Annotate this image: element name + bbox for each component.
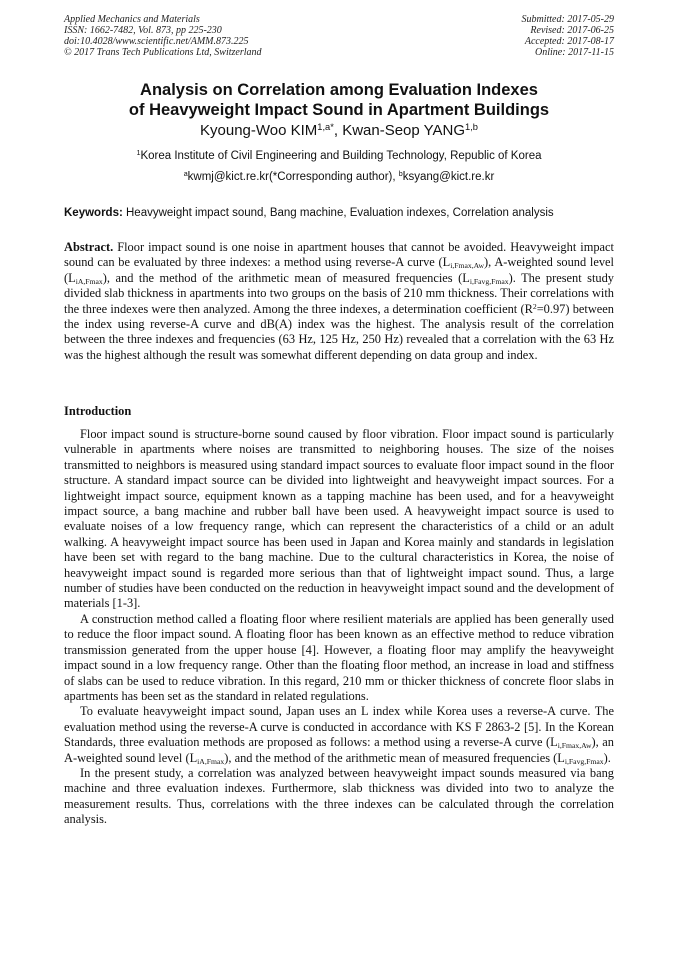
abstract-text-5: =0.97) between the index using reverse-A curve and dB(A) index was the highest. The analysis result of the correlation between the three indexes and frequencies (63 Hz, 125 Hz, 250 Hz) revealed that a correlation with the 63 Hz was the highest although the result was somewhat different depending on data group and index.: [64, 301, 614, 362]
journal-info: [64, 14, 262, 58]
running-header: [64, 14, 614, 58]
abstract: [64, 240, 614, 363]
section-heading-introduction: Introduction: [64, 404, 132, 418]
intro-p3-sub-1: i,Fmax,Aw: [557, 741, 592, 751]
author-emails: [40, 170, 638, 184]
abstract-sub-3: i,Favg,Fmax: [469, 276, 509, 286]
keywords-text: Heavyweight impact sound, Bang machine, Evaluation indexes, Correlation analysis: [122, 207, 554, 219]
intro-paragraph-3: [64, 704, 614, 766]
author-list: [40, 121, 638, 141]
journal-name: Applied Mechanics and Materials: [64, 14, 200, 25]
author-separator: ,: [333, 122, 343, 139]
author-2-name: Kwan-Seop YANG: [342, 122, 466, 139]
keywords-label: Keywords:: [64, 207, 123, 219]
abstract-sub-1: i,Fmax,Aw: [450, 261, 485, 271]
affiliation-sup: 1: [136, 149, 141, 158]
submitted-date: Submitted: 2017-05-29: [521, 14, 614, 25]
intro-paragraph-1: Floor impact sound is structure-borne sound caused by floor vibration. Floor impact sound is particularly vulnerable in apartments where noises are transmitted to neighboring houses. The size of the noises transmitted to neighbors is measured using standard impact sources to evaluate floor impact sound in the floor structure. A standard impact source can be divided into lightweight and heavyweight impact sources. For a lightweight impact source, equipment known as a tapping machine has been used, and for a heavyweight impact source, a bang machine and rubber ball have been used. A heavyweight impact source is used to evaluate noises of a low frequency range, which can represent the characteristics of a child or an adult walking. A heavyweight impact source has been used in Japan and Korea mainly and standards in legislation have been set with regard to the bang machine. Due to the cultural characteristics in Korea, the noise of heavyweight impact sound is regarded more serious than that of lightweight impact sound. Thus, a large number of studies have been conducted on the reduction in heavyweight impact sound and the development of materials [1-3].: [64, 427, 614, 611]
abstract-text-1: Floor impact sound is one noise in apartment houses that cannot be avoided. Heavyweight impact sound can be evaluated by three indexes: a method using reverse-A curve (L: [64, 240, 614, 270]
abstract-label: Abstract.: [64, 240, 114, 254]
introduction-body: [64, 427, 614, 828]
issn-line: ISSN: 1662-7482, Vol. 873, pp 225-230: [64, 25, 222, 36]
paper-title: [40, 80, 638, 120]
author-1-sup: 1,a*: [317, 121, 334, 132]
copyright-line: © 2017 Trans Tech Publications Ltd, Switzerland: [64, 47, 262, 58]
abstract-text-4: ). The present study divided slab thickness in apartments into two groups on the basis of 210 mm thickness. Their correlations with the three indexes were then analyzed. Among the three indexes, a determination coefficient (R: [64, 270, 615, 316]
abstract-sub-2: iA,Fmax: [75, 276, 103, 286]
intro-p3-text-2: ), an A-weighted sound level (L: [64, 735, 614, 765]
intro-p3-text-4: ).: [603, 750, 611, 765]
revised-date: Revised: 2017-06-25: [530, 25, 614, 36]
title-line-1: Analysis on Correlation among Evaluation Indexes: [140, 81, 538, 99]
doi-line[interactable]: doi:10.4028/www.scientific.net/AMM.873.225: [64, 36, 249, 47]
email-a[interactable]: kwmj@kict.re.kr(*Corresponding author),: [187, 171, 399, 183]
abstract-sup-1: 2: [532, 301, 537, 311]
intro-p3-text-1: To evaluate heavyweight impact sound, Japan uses an L index while Korea uses a reverse-A curve. The evaluation method using the reverse-A curve is conducted in accordance with KS F 2863-2 [5]. In the Korean Standards, three evaluation methods are proposed as follows: a method using a reverse-A curve (L: [64, 704, 614, 750]
author-2-sup: 1,b: [465, 121, 478, 132]
intro-paragraph-4: In the present study, a correlation was analyzed between heavyweight impact sounds measured via bang machine and three evaluation indexes. Furthermore, slab thickness was divided into two to analyze the measurement results. Thus, correlations with the three indexes can be calculated through the correlation analysis.: [64, 765, 614, 827]
online-date: Online: 2017-11-15: [535, 47, 614, 58]
intro-p3-sub-3: i,Favg,Fmax: [564, 756, 604, 766]
abstract-text-3: ), and the method of the arithmetic mean of measured frequencies (L: [102, 270, 470, 285]
email-a-sup: a: [183, 170, 188, 179]
intro-paragraph-2: A construction method called a floating floor where resilient materials are applied has been generally used to reduce the floor impact sound. A floating floor has been known as an effective method to reduce vibration transmission generated from the upper house [4]. However, a floating floor may amplify the heavyweight impact sound in a low frequency range. Other than the floating floor method, an increase in load and stiffness of slabs can be used to reduce vibration. In this regard, 210 mm or thicker thickness of concrete floor slabs in apartments has been set as the standard in related regulations.: [64, 611, 614, 703]
abstract-paragraph: [64, 240, 614, 363]
publication-dates: [522, 14, 615, 58]
affiliation-text: Korea Institute of Civil Engineering and Building Technology, Republic of Korea: [140, 150, 542, 162]
email-b[interactable]: ksyang@kict.re.kr: [402, 171, 495, 183]
title-line-2: of Heavyweight Impact Sound in Apartment Buildings: [128, 101, 550, 119]
affiliation: [40, 149, 638, 163]
email-b-sup: b: [398, 170, 403, 179]
accepted-date: Accepted: 2017-08-17: [524, 36, 614, 47]
author-1-name: Kyoung-Woo KIM: [200, 122, 318, 139]
intro-p3-sub-2: iA,Fmax: [197, 756, 225, 766]
keywords: [64, 206, 614, 220]
intro-p3-text-3: ), and the method of the arithmetic mean of measured frequencies (L: [224, 750, 565, 765]
abstract-text-2: ), A-weighted sound level (L: [64, 255, 614, 285]
